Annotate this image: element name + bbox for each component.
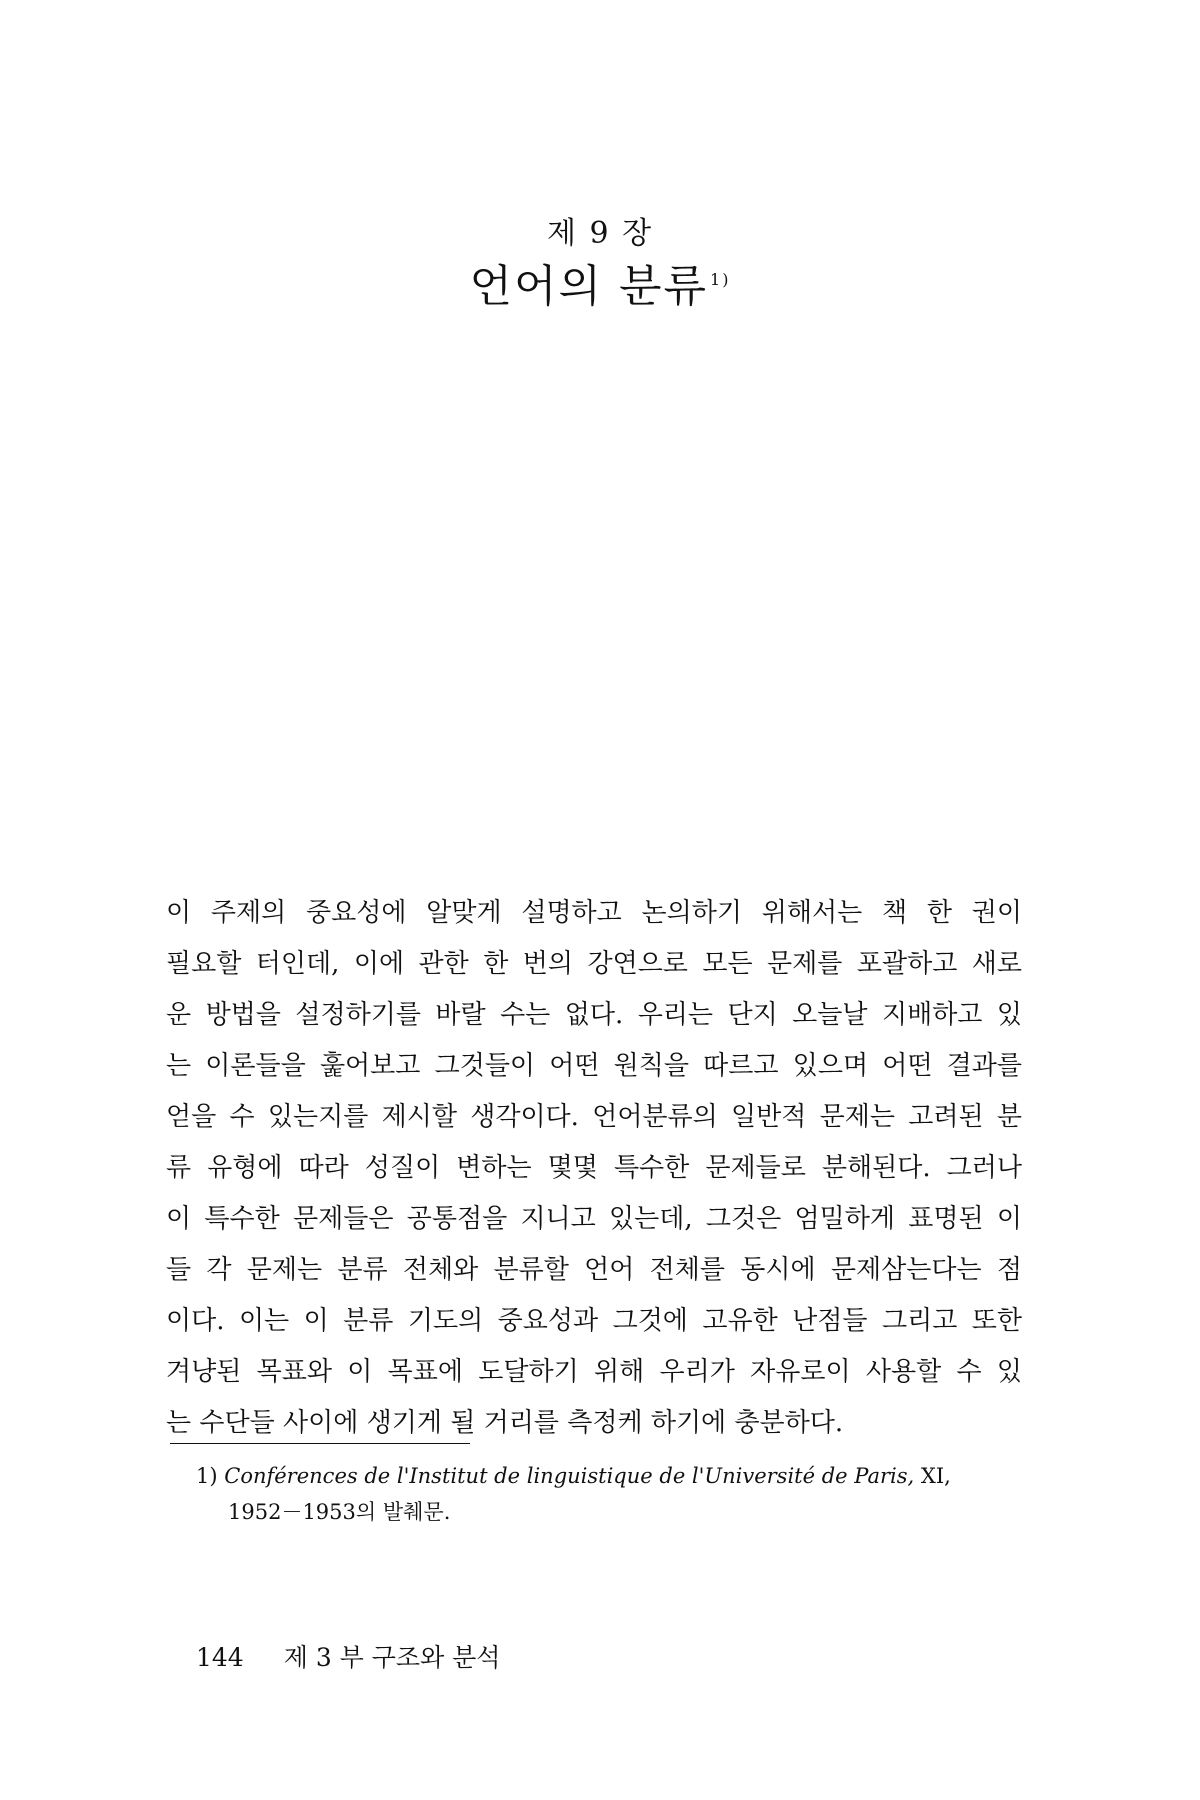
body-line-3: 운 방법을 설정하기를 바랄 수는 없다. 우리는 단지 오늘날 지배하고 있	[166, 1000, 1022, 1030]
body-line-10: 겨냥된 목표와 이 목표에 도달하기 위해 우리가 자유로이 사용할 수 있	[166, 1357, 1022, 1387]
body-line-7: 이 특수한 문제들은 공통점을 지니고 있는데, 그것은 엄밀하게 표명된 이	[166, 1204, 1022, 1234]
chapter-label: 제 9 장	[546, 216, 654, 251]
body-line-4: 는 이론들을 훑어보고 그것들이 어떤 원칙을 따르고 있으며 어떤 결과를	[166, 1051, 1022, 1081]
footnote-citation: Conférences de l'Institut de linguistique de l'Université de Paris,	[224, 1464, 915, 1488]
body-line-6: 류 유형에 따라 성질이 변하는 몇몇 특수한 문제들로 분해된다. 그러나	[166, 1153, 1022, 1183]
chapter-title	[0, 250, 1200, 314]
footnote-line-1	[196, 1458, 1026, 1494]
page-number: 144	[196, 1643, 244, 1672]
footnote	[196, 1458, 1026, 1530]
footnote-divider	[170, 1443, 470, 1444]
body-paragraph	[166, 888, 1022, 1449]
body-line-1: 이 주제의 중요성에 알맞게 설명하고 논의하기 위해서는 책 한 권이	[166, 898, 1022, 928]
body-line-8: 들 각 문제는 분류 전체와 분류할 언어 전체를 동시에 문제삼는다는 점	[166, 1255, 1022, 1285]
footnote-reference-mark: 1)	[710, 270, 731, 290]
body-line-11: 는 수단들 사이에 생기게 될 거리를 측정케 하기에 충분하다.	[166, 1408, 844, 1438]
page-footer	[196, 1638, 500, 1674]
body-line-2: 필요할 터인데, 이에 관한 한 번의 강연으로 모든 문제를 포괄하고 새로	[166, 949, 1022, 979]
body-line-5: 얻을 수 있는지를 제시할 생각이다. 언어분류의 일반적 문제는 고려된 분	[166, 1102, 1022, 1132]
body-line-9: 이다. 이는 이 분류 기도의 중요성과 그것에 고유한 난점들 그리고 또한	[166, 1306, 1022, 1336]
running-part-title: 제 3 부 구조와 분석	[283, 1643, 501, 1672]
footnote-line-2: 1952－1953의 발췌문.	[228, 1500, 451, 1524]
chapter-title-text: 언어의 분류	[469, 261, 709, 312]
footnote-marker: 1)	[196, 1464, 218, 1488]
footnote-volume: XI,	[920, 1464, 951, 1488]
